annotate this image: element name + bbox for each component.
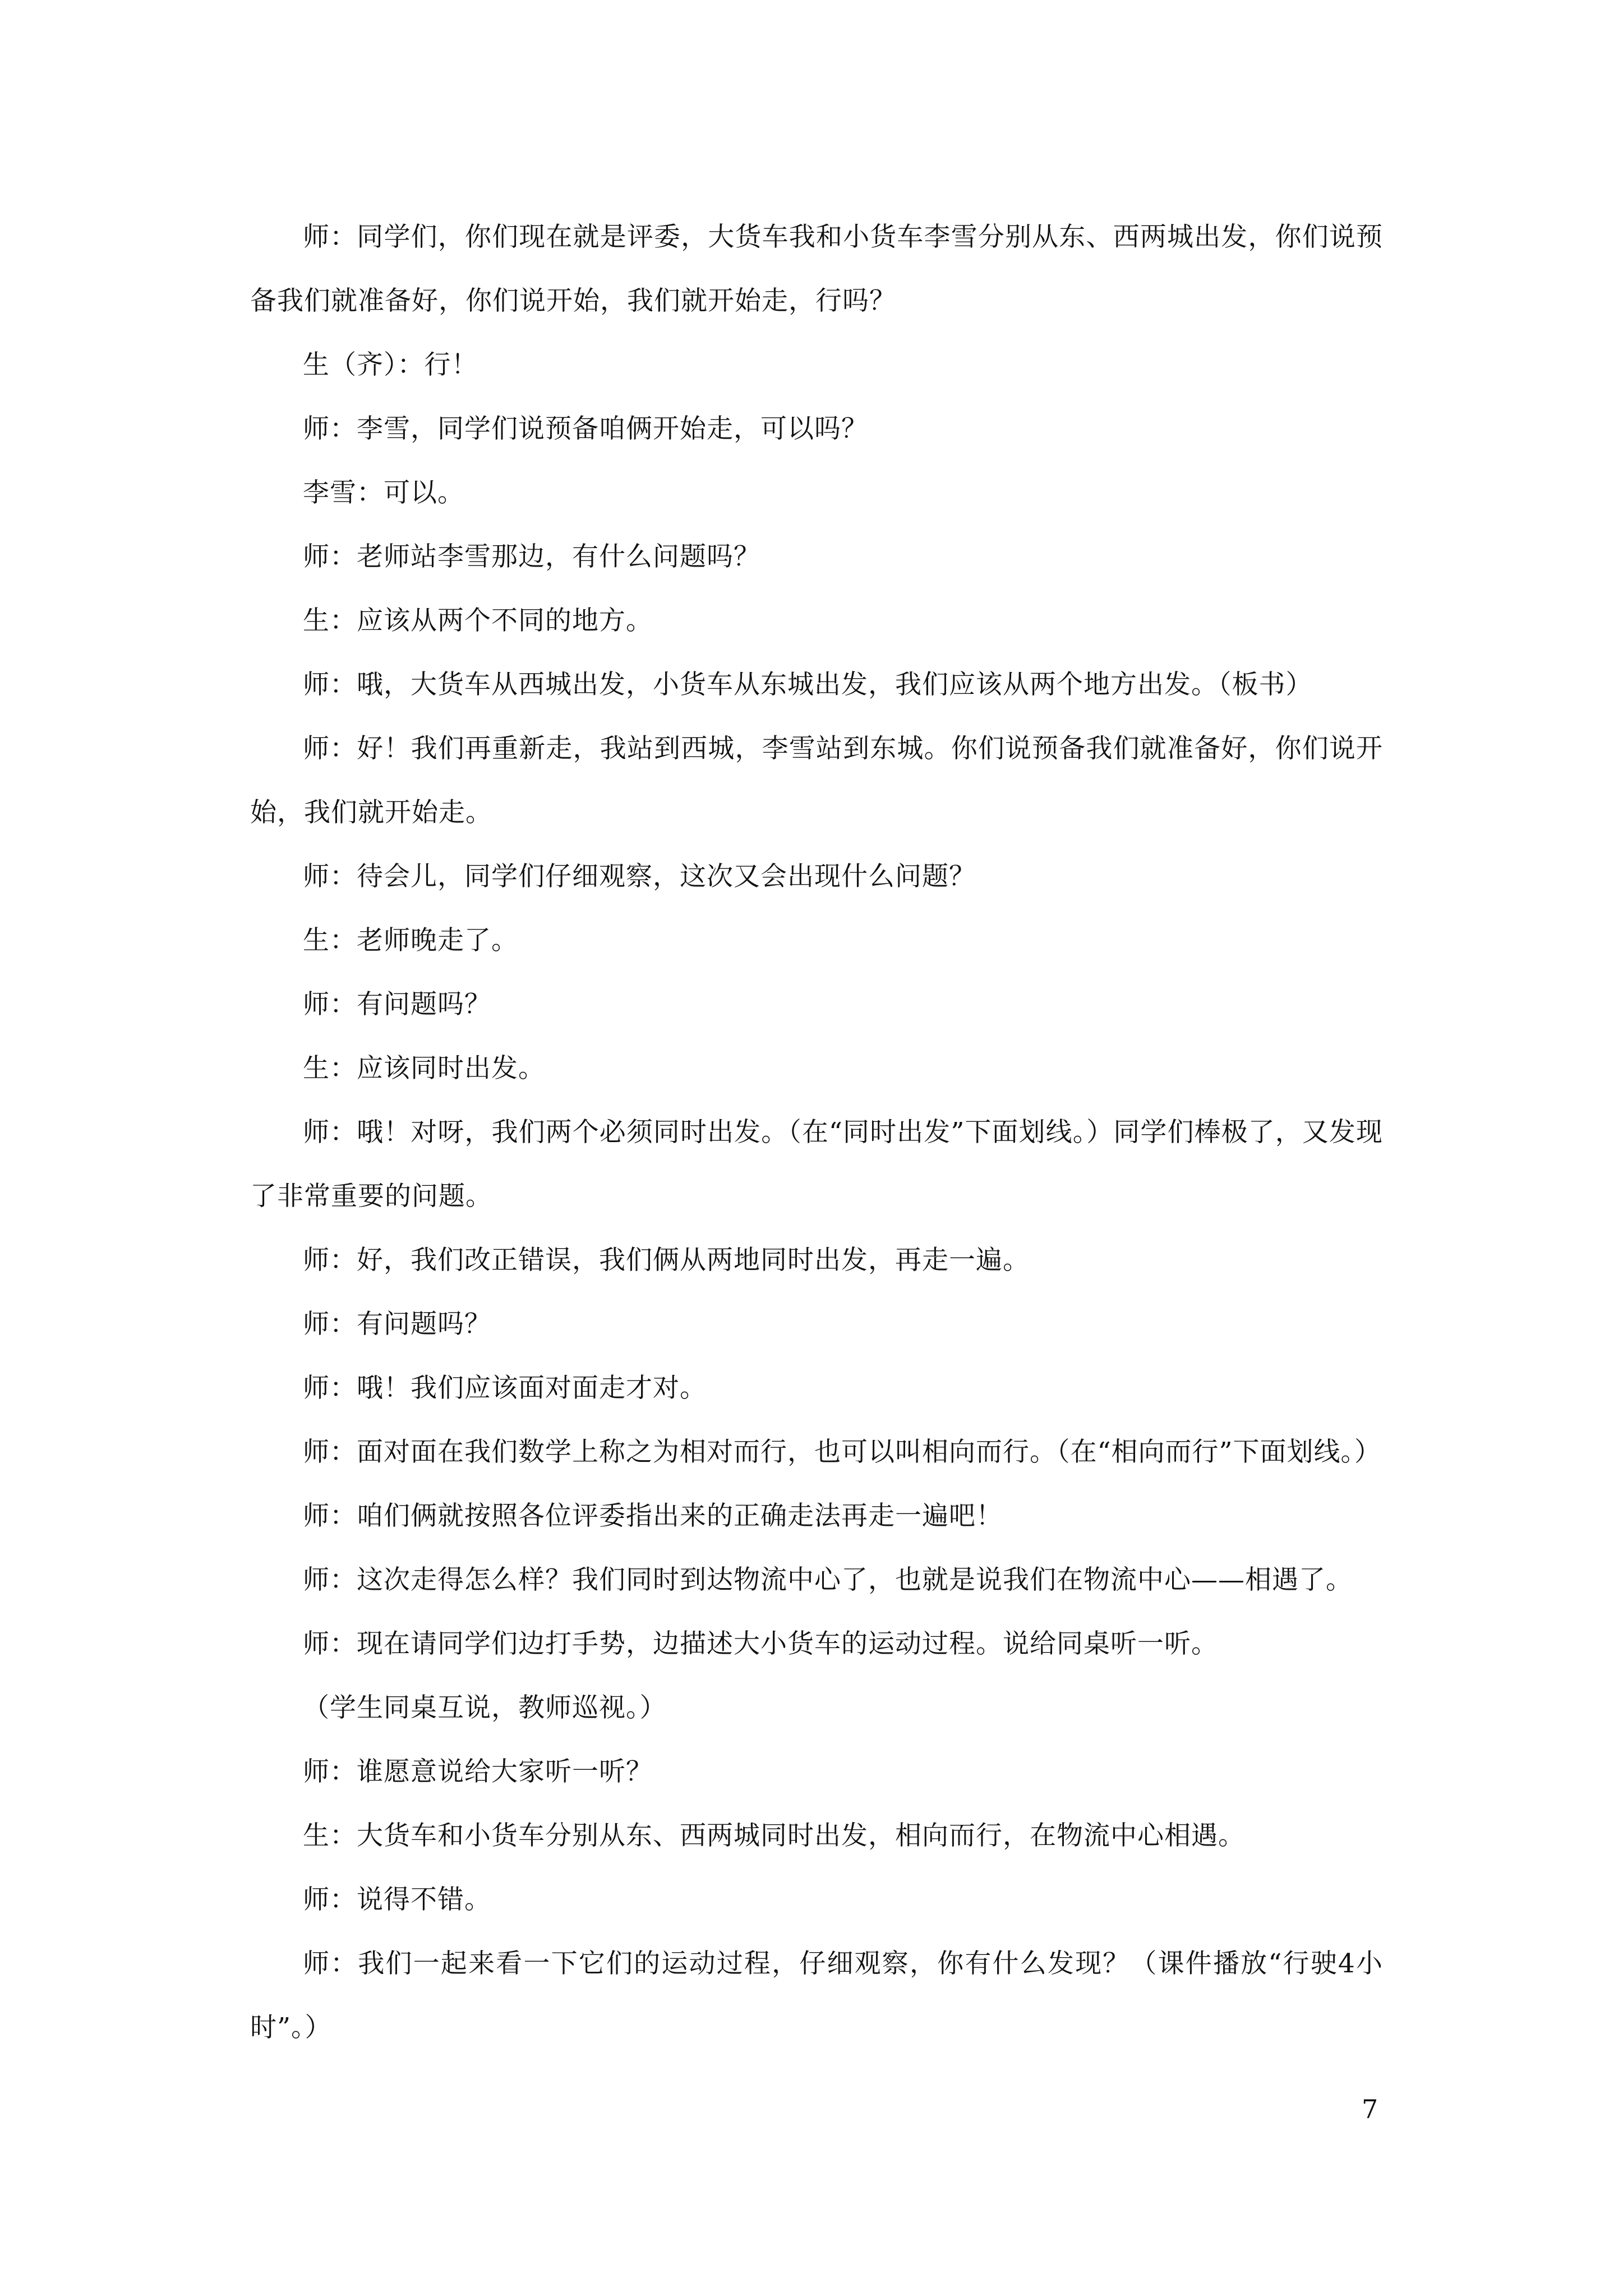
paragraph: 生：大货车和小货车分别从东、西两城同时出发，相向而行，在物流中心相遇。	[303, 1820, 1245, 1851]
paragraph: 师：我们一起来看一下它们的运动过程，仔细观察，你有什么发现？（课件播放“行驶4小时”。）	[250, 1948, 1383, 2043]
paragraph: 生：老师晚走了。	[303, 925, 518, 956]
paragraph: 师：同学们，你们现在就是评委，大货车我和小货车李雪分别从东、西两城出发，你们说预备我们就准备好，你们说开始，我们就开始走，行吗？	[250, 222, 1383, 316]
paragraph: 生：应该同时出发。	[303, 1053, 545, 1084]
paragraph: 师：咱们俩就按照各位评委指出来的正确走法再走一遍吧！	[303, 1501, 1003, 1531]
paragraph: 师：待会儿，同学们仔细观察，这次又会出现什么问题？	[303, 861, 976, 892]
paragraph: 师：这次走得怎么样？我们同时到达物流中心了，也就是说我们在物流中心——相遇了。	[303, 1565, 1353, 1595]
paragraph: 师：谁愿意说给大家听一听？	[303, 1756, 653, 1787]
paragraph: （学生同桌互说，教师巡视。）	[303, 1692, 667, 1723]
paragraph: 生（齐）：行！	[303, 349, 478, 380]
paragraph: 师：老师站李雪那边，有什么问题吗？	[303, 541, 760, 572]
paragraph: 师：哦，大货车从西城出发，小货车从东城出发，我们应该从两个地方出发。（板书）	[303, 669, 1313, 700]
page-number: 7	[1362, 2094, 1378, 2124]
paragraph: 师：有问题吗？	[303, 1309, 491, 1340]
paragraph: 师：现在请同学们边打手势，边描述大小货车的运动过程。说给同桌听一听。	[303, 1628, 1218, 1659]
paragraph: 师：有问题吗？	[303, 989, 491, 1020]
paragraph: 生：应该从两个不同的地方。	[303, 605, 653, 636]
paragraph: 师：李雪，同学们说预备咱俩开始走，可以吗？	[303, 413, 868, 444]
paragraph: 师：哦！对呀，我们两个必须同时出发。（在“同时出发”下面划线。）同学们棒极了，又发现了非常重要的问题。	[250, 1117, 1383, 1212]
document-body	[250, 205, 1383, 2060]
paragraph: 师：好！我们再重新走，我站到西城，李雪站到东城。你们说预备我们就准备好，你们说开始，我们就开始走。	[250, 733, 1383, 828]
paragraph: 师：好，我们改正错误，我们俩从两地同时出发，再走一遍。	[303, 1245, 1030, 1276]
paragraph: 李雪：可以。	[303, 477, 464, 508]
paragraph: 师：面对面在我们数学上称之为相对而行，也可以叫相向而行。（在“相向而行”下面划线。）	[303, 1437, 1382, 1467]
paragraph: 师：哦！我们应该面对面走才对。	[303, 1373, 707, 1404]
paragraph: 师：说得不错。	[303, 1884, 491, 1915]
